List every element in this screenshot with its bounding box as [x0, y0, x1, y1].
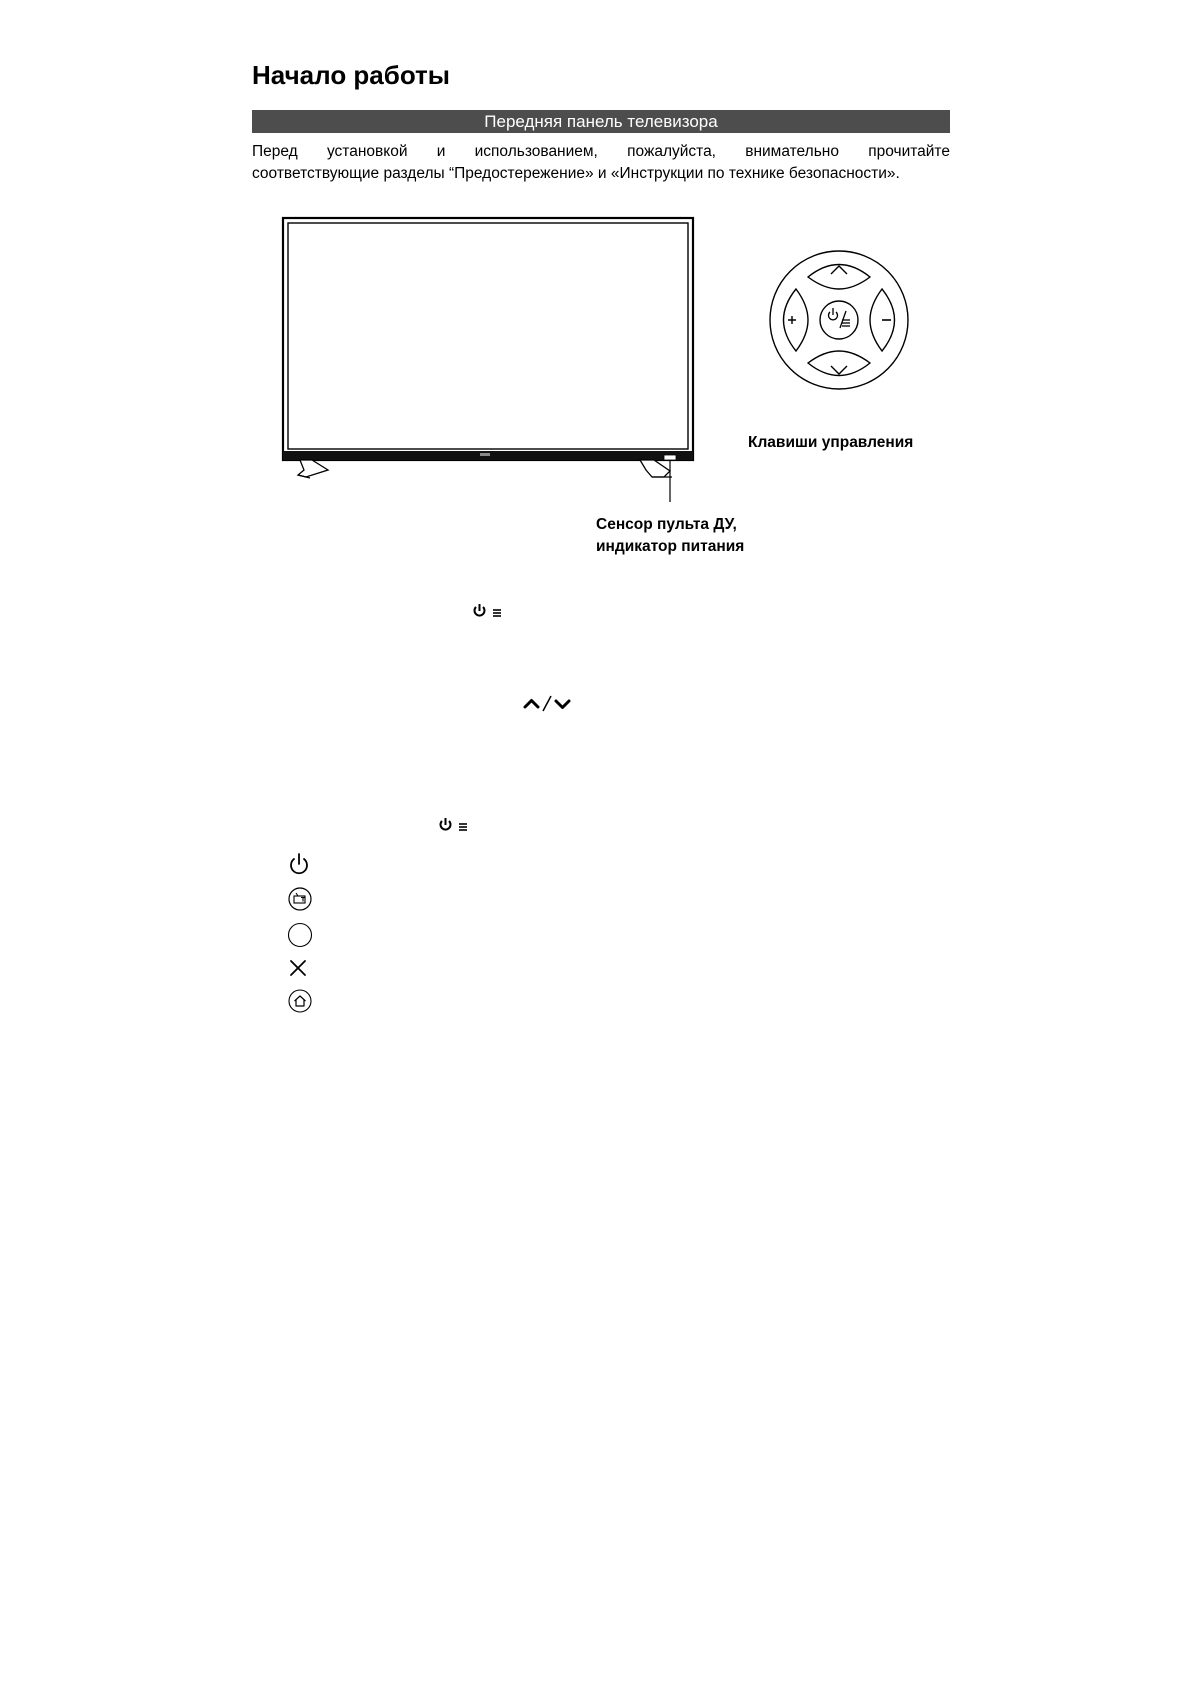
power-menu-button: [820, 301, 858, 339]
sensor-caption-line-2: индикатор питания: [596, 538, 745, 555]
circle-icon: [287, 922, 313, 948]
input-source-icon: [287, 886, 313, 912]
power-menu-icon: [473, 603, 507, 619]
intro-line-1: [252, 141, 950, 163]
page-title: Начало работы: [252, 60, 450, 90]
intro-word: установкой: [326, 143, 408, 160]
section-banner: Передняя панель телевизора: [252, 110, 950, 133]
tv-leg-left: [298, 460, 328, 478]
intro-line-2: соответствующие разделы “Предостережение» и «Инструкции по технике безопасности».: [252, 165, 900, 182]
tv-front-illustration: [280, 215, 700, 515]
power-menu-icon: [439, 817, 473, 833]
sensor-caption-line-1: Сенсор пульта ДУ,: [596, 516, 737, 533]
sensor-caption: [596, 514, 744, 558]
control-keys-caption: Клавиши управления: [748, 434, 914, 451]
intro-word: Перед: [252, 143, 298, 160]
intro-word: пожалуйста,: [627, 143, 716, 160]
power-icon: [287, 851, 311, 877]
tv-outer-frame: [283, 218, 693, 460]
up-down-arrows-icon: [522, 693, 572, 715]
control-keys-illustration: [768, 249, 910, 391]
intro-word: использованием,: [474, 143, 598, 160]
intro-word: и: [436, 143, 446, 160]
close-icon: [287, 957, 309, 979]
home-icon: [287, 988, 313, 1014]
intro-paragraph: [252, 141, 950, 185]
intro-word: прочитайте: [868, 143, 950, 160]
tv-screen: [288, 223, 688, 449]
remote-sensor-window: [664, 455, 676, 460]
tv-logo: [480, 453, 490, 456]
tv-leg-right: [640, 460, 672, 477]
intro-word: внимательно: [745, 143, 839, 160]
